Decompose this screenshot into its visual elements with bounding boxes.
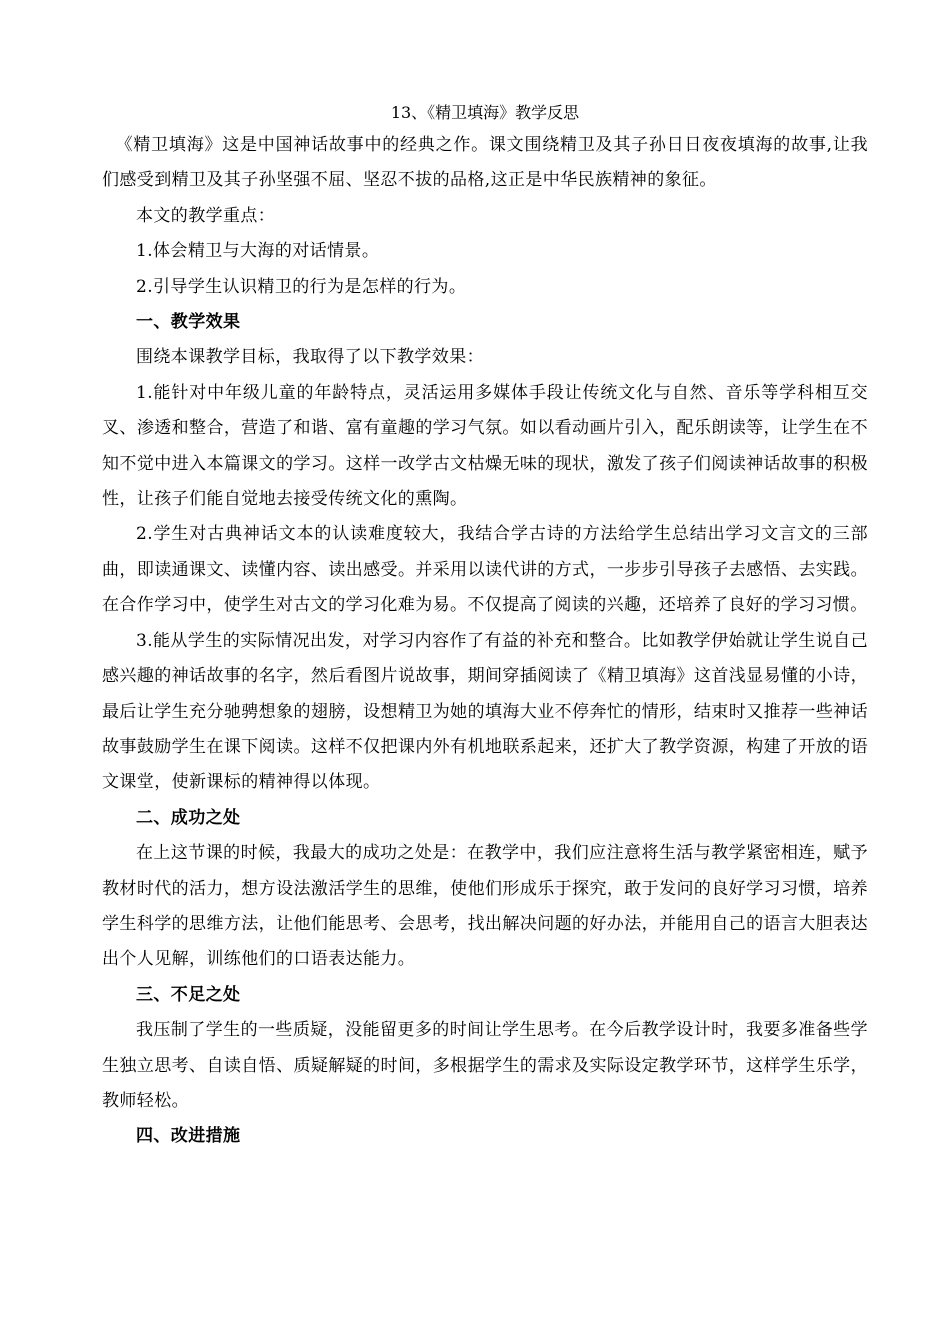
section-heading-teaching-effect: 一、教学效果 xyxy=(136,312,241,333)
teaching-effect-item-2: 2.学生对古典神话文本的认读难度较大，我结合学古诗的方法给学生总结出学习文言文的三部曲，即读通课文、读懂内容、读出感受。并采用以读代讲的方式，一步步引导孩子去感悟、去实践。在合作学习中，使学生对古文的学习化难为易。不仅提高了阅读的兴趣，还培养了良好的学习习惯。 xyxy=(102,524,868,616)
document-body xyxy=(102,98,868,1155)
section-heading-successes: 二、成功之处 xyxy=(136,807,241,828)
section-heading-shortcomings: 三、不足之处 xyxy=(136,984,241,1005)
teaching-focus-item-1: 1.体会精卫与大海的对话情景。 xyxy=(136,241,380,262)
teaching-effect-lead: 围绕本课教学目标，我取得了以下教学效果： xyxy=(136,347,484,368)
teaching-focus-item-2: 2.引导学生认识精卫的行为是怎样的行为。 xyxy=(136,276,467,297)
intro-paragraph: 《精卫填海》这是中国神话故事中的经典之作。课文围绕精卫及其子孙日日夜夜填海的故事,让我们感受到精卫及其子孙坚强不屈、坚忍不拔的品格,这正是中华民族精神的象征。 xyxy=(102,135,868,191)
shortcomings-paragraph: 我压制了学生的一些质疑，没能留更多的时间让学生思考。在今后教学设计时，我要多准备些学生独立思考、自读自悟、质疑解疑的时间，多根据学生的需求及实际设定教学环节，这样学生乐学，教师轻松。 xyxy=(102,1020,868,1111)
teaching-effect-item-3: 3.能从学生的实际情况出发，对学习内容作了有益的补充和整合。比如教学伊始就让学生说自己感兴趣的神话故事的名字，然后看图片说故事，期间穿插阅读了《精卫填海》这首浅显易懂的小诗，最后让学生充分驰骋想象的翅膀，设想精卫为她的填海大业不停奔忙的情形，结束时又推荐一些神话故事鼓励学生在课下阅读。这样不仅把课内外有机地联系起来，还扩大了教学资源，构建了开放的语文课堂，使新课标的精神得以体现。 xyxy=(102,630,868,793)
section-heading-improvements: 四、改进措施 xyxy=(136,1126,241,1147)
successes-paragraph: 在上这节课的时候，我最大的成功之处是：在教学中，我们应注意将生活与教学紧密相连，赋予教材时代的活力，想方设法激活学生的思维，使他们形成乐于探究，敢于发问的良好学习习惯，培养学生科学的思维方法，让他们能思考、会思考，找出解决问题的好办法，并能用自己的语言大胆表达出个人见解，训练他们的口语表达能力。 xyxy=(102,843,868,970)
document-title: 13、《精卫填海》教学反思 xyxy=(390,103,580,122)
teaching-focus-label: 本文的教学重点： xyxy=(136,205,276,226)
teaching-effect-item-1: 1.能针对中年级儿童的年龄特点，灵活运用多媒体手段让传统文化与自然、音乐等学科相互交叉、渗透和整合，营造了和谐、富有童趣的学习气氛。如以看动画片引入，配乐朗读等，让学生在不知不觉中进入本篇课文的学习。这样一改学古文枯燥无味的现状，激发了孩子们阅读神话故事的积极性，让孩子们能自觉地去接受传统文化的熏陶。 xyxy=(102,382,868,510)
